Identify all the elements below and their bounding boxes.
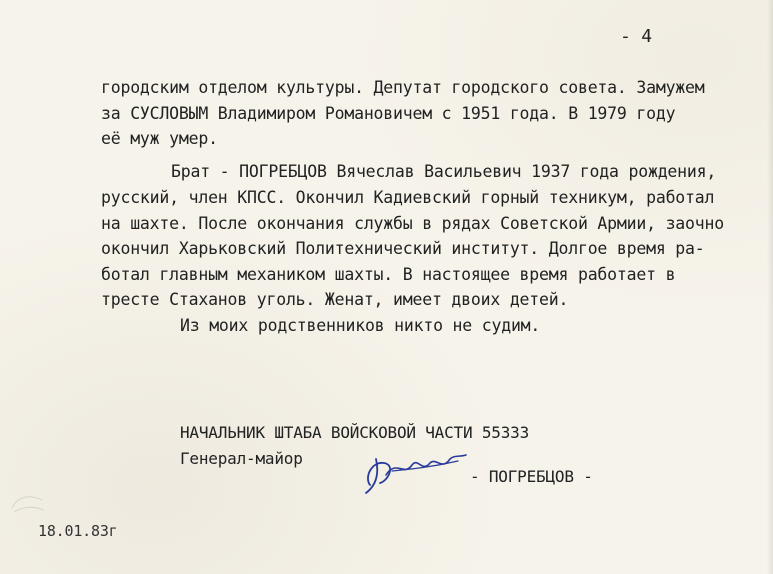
body-line-2: за СУСЛОВЫМ Владимиром Романовичем с 1951 года. В 1979 году (101, 104, 676, 123)
document-date: 18.01.83г (38, 522, 118, 540)
body-line-1: городским отделом культуры. Депутат городского совета. Замужем (101, 78, 705, 97)
signatory-rank: Генерал-майор (180, 449, 303, 468)
body-line-8: ботал главным механиком шахты. В настоящее время работает в (101, 265, 676, 284)
body-line-7: окончил Харьковский Политехнический институт. Долгое время ра- (101, 239, 705, 258)
body-line-10: Из моих родственников никто не судим. (180, 316, 541, 335)
body-line-9: тресте Стаханов уголь. Женат, имеет двоих детей. (101, 290, 569, 309)
page-edge-shadow (767, 0, 773, 574)
faint-stamp-mark (8, 488, 48, 518)
handwritten-signature (362, 447, 472, 497)
body-line-3: её муж умер. (101, 129, 218, 148)
body-line-5: русский, член КПСС. Окончил Кадиевский горный техникум, работал (101, 188, 715, 207)
signatory-name: - ПОГРЕБЦОВ - (470, 467, 593, 486)
body-line-6: на шахте. После окончания службы в рядах Советской Армии, заочно (101, 214, 724, 233)
signatory-title: НАЧАЛЬНИК ШТАБА ВОЙСКОВОЙ ЧАСТИ 55333 (180, 423, 530, 442)
body-line-4: Брат - ПОГРЕБЦОВ Вячеслав Васильевич 1937 года рождения, (171, 162, 717, 181)
page-number: - 4 (620, 26, 652, 47)
